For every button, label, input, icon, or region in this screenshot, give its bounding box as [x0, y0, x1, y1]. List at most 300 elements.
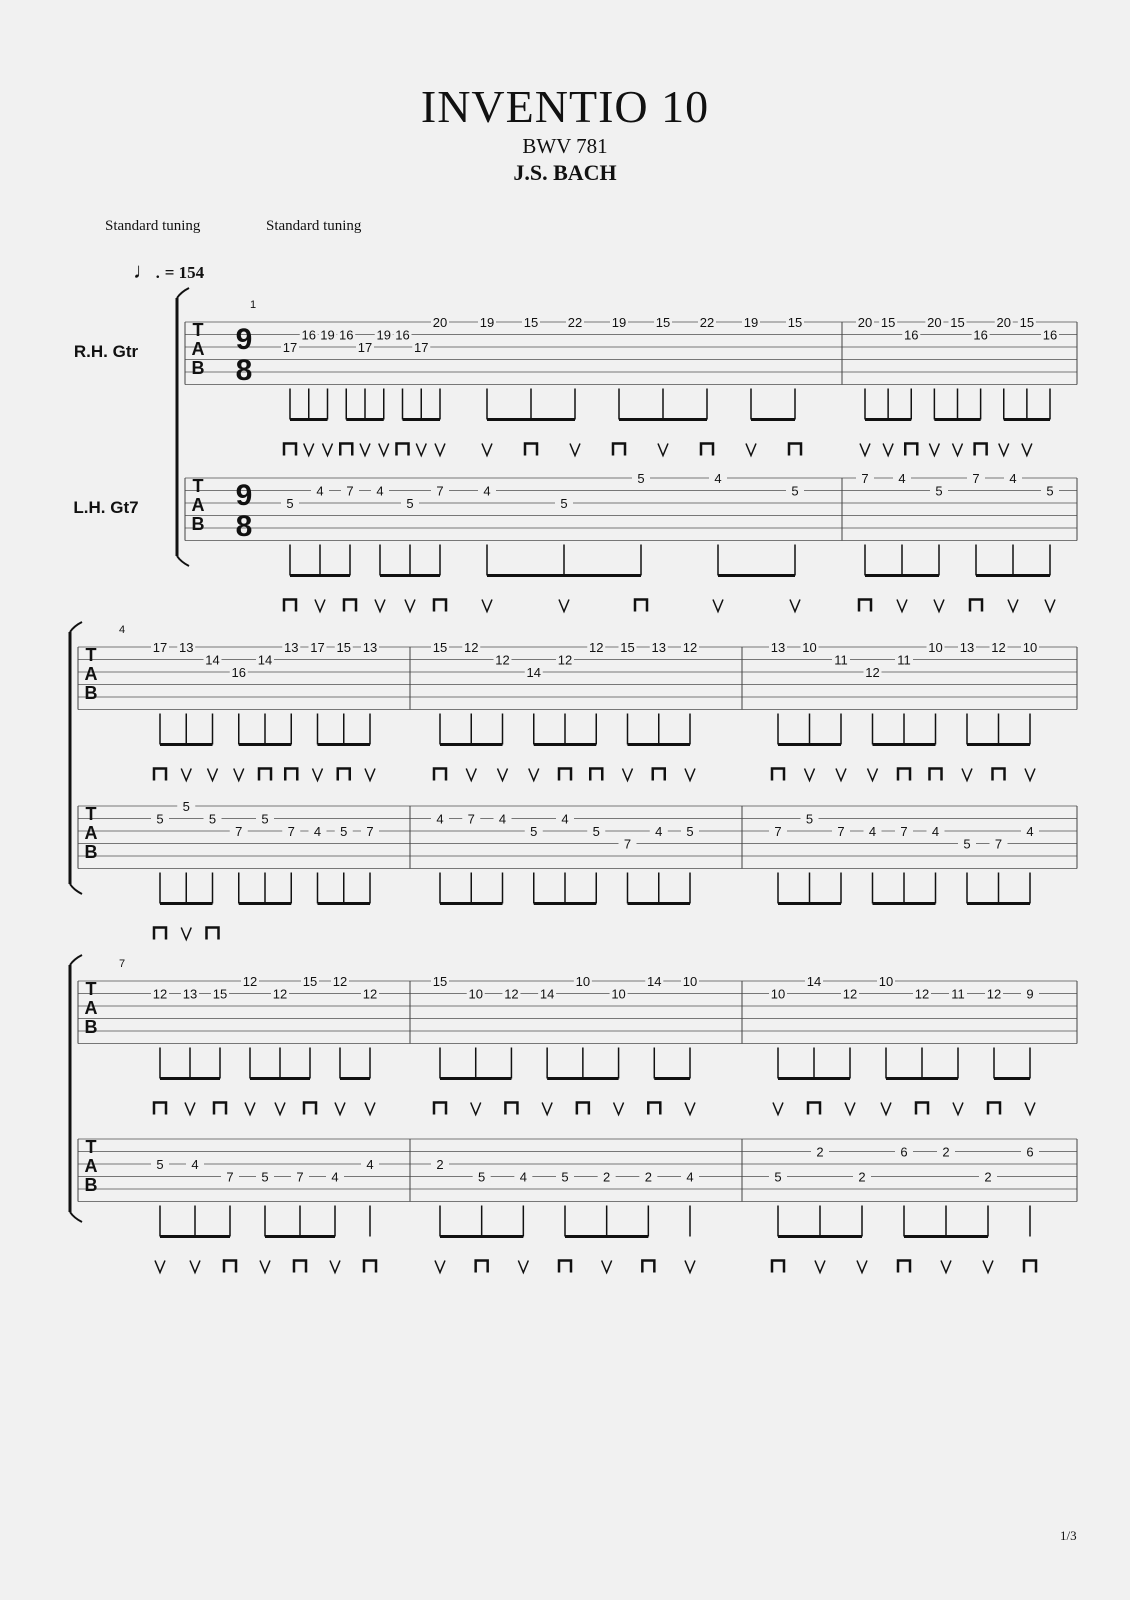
upstroke-icon	[304, 444, 314, 456]
fret-number: 15	[620, 640, 635, 655]
fret-number: 10	[611, 986, 626, 1002]
tab-clef-letter: A	[84, 664, 98, 684]
bracket-top-hook	[177, 288, 189, 298]
upstroke-icon	[529, 769, 539, 781]
time-signature-denominator: 8	[235, 354, 253, 387]
downstroke-icon	[224, 1261, 236, 1273]
downstroke-icon	[559, 769, 571, 781]
downstroke-icon	[207, 928, 219, 940]
fret-number: 4	[714, 471, 722, 486]
fret-number: 11	[834, 652, 848, 668]
fret-number: 4	[1009, 471, 1017, 486]
upstroke-icon	[330, 1261, 340, 1273]
downstroke-icon	[701, 444, 713, 456]
fret-number: 5	[261, 811, 269, 827]
fret-number: 5	[686, 824, 694, 839]
fret-number: 16	[1042, 327, 1058, 343]
fret-number: 7	[467, 811, 475, 827]
downstroke-icon	[613, 444, 625, 456]
fret-number: 12	[272, 986, 288, 1002]
upstroke-icon	[435, 444, 445, 456]
fret-number: 11	[951, 986, 965, 1002]
fret-number: 12	[842, 986, 858, 1002]
fret-number: 2	[942, 1144, 950, 1160]
fret-number: 9	[1026, 986, 1034, 1002]
fret-number: 10	[575, 974, 591, 989]
upstroke-icon	[658, 444, 668, 456]
upstroke-icon	[836, 769, 846, 781]
track-label: L.H. Gt7	[73, 498, 139, 517]
dotted-quarter-note-icon: ♩.	[133, 258, 161, 283]
tab-clef-letter: T	[85, 645, 97, 665]
fret-number: 4	[436, 811, 444, 827]
downstroke-icon	[772, 1261, 784, 1273]
measure-number: 7	[118, 958, 126, 970]
fret-number: 4	[376, 483, 384, 499]
fret-number: 5	[637, 471, 645, 486]
measure-number: 1	[249, 299, 257, 311]
fret-number: 4	[898, 471, 906, 486]
fret-number: 12	[332, 974, 348, 989]
fret-number: 20	[927, 315, 942, 330]
downstroke-icon	[898, 1261, 910, 1273]
fret-number: 15	[212, 986, 228, 1002]
upstroke-icon	[746, 444, 756, 456]
downstroke-icon	[635, 600, 647, 612]
upstroke-icon	[181, 769, 191, 781]
tab-clef-letter: A	[84, 1156, 98, 1176]
fret-number: 5	[774, 1169, 782, 1185]
fret-number: 4	[366, 1157, 374, 1172]
tab-clef-letter: B	[84, 683, 98, 703]
fret-number: 4	[191, 1157, 199, 1172]
bracket-top-hook	[70, 955, 82, 965]
fret-number: 4	[331, 1169, 339, 1185]
downstroke-icon	[154, 928, 166, 940]
upstroke-icon	[941, 1261, 951, 1273]
upstroke-icon	[962, 769, 972, 781]
fret-number: 12	[682, 640, 698, 655]
upstroke-icon	[375, 600, 385, 612]
fret-number: 13	[959, 640, 975, 655]
fret-number: 5	[340, 824, 348, 839]
time-signature-numerator: 9	[235, 323, 253, 356]
time-signature-numerator: 9	[235, 479, 253, 512]
time-signature-denominator: 8	[235, 510, 253, 543]
fret-number: 17	[357, 340, 373, 355]
fret-number: 10	[802, 640, 817, 655]
fret-number: 4	[316, 483, 324, 499]
fret-number: 12	[362, 986, 378, 1002]
fret-number: 17	[152, 640, 168, 655]
fret-number: 5	[286, 496, 294, 511]
upstroke-icon	[234, 769, 244, 781]
upstroke-icon	[379, 444, 389, 456]
upstroke-icon	[1025, 769, 1035, 781]
fret-number: 12	[914, 986, 930, 1002]
fret-number: 2	[816, 1144, 824, 1160]
fret-number: 7	[226, 1169, 234, 1185]
fret-number: 5	[935, 483, 943, 499]
upstroke-icon	[559, 600, 569, 612]
fret-number: 16	[339, 327, 354, 343]
fret-number: 5	[478, 1169, 486, 1185]
downstroke-icon	[284, 444, 296, 456]
downstroke-icon	[970, 600, 982, 612]
fret-number: 12	[589, 640, 604, 655]
composer-name: J.S. BACH	[513, 160, 617, 185]
upstroke-icon	[190, 1261, 200, 1273]
upstroke-icon	[868, 769, 878, 781]
upstroke-icon	[983, 1261, 993, 1273]
fret-number: 2	[644, 1169, 652, 1185]
fret-number: 14	[806, 974, 822, 989]
upstroke-icon	[155, 1261, 165, 1273]
upstroke-icon	[953, 444, 963, 456]
downstroke-icon	[559, 1261, 571, 1273]
upstroke-icon	[365, 769, 375, 781]
downstroke-icon	[154, 1103, 166, 1115]
fret-number: 13	[362, 640, 378, 655]
upstroke-icon	[773, 1103, 783, 1115]
fret-number: 4	[655, 824, 663, 839]
downstroke-icon	[916, 1103, 928, 1115]
fret-number: 13	[179, 640, 194, 655]
fret-number: 14	[205, 652, 220, 668]
downstroke-icon	[304, 1103, 316, 1115]
fret-number: 7	[623, 836, 632, 852]
fret-number: 16	[904, 327, 919, 343]
fret-number: 14	[647, 974, 662, 989]
fret-number: 7	[287, 824, 295, 839]
upstroke-icon	[897, 600, 907, 612]
downstroke-icon	[993, 769, 1005, 781]
upstroke-icon	[1008, 600, 1018, 612]
upstroke-icon	[542, 1103, 552, 1115]
fret-number: 19	[743, 315, 759, 330]
downstroke-icon	[577, 1103, 589, 1115]
fret-number: 5	[1046, 483, 1054, 499]
fret-number: 13	[182, 986, 198, 1002]
downstroke-icon	[772, 769, 784, 781]
fret-number: 4	[931, 824, 940, 839]
fret-number: 12	[865, 665, 880, 680]
upstroke-icon	[1045, 600, 1055, 612]
fret-number: 15	[655, 315, 671, 330]
fret-number: 2	[436, 1157, 444, 1172]
fret-number: 13	[284, 640, 299, 655]
fret-number: 4	[686, 1169, 694, 1185]
fret-number: 5	[592, 824, 600, 839]
fret-number: 5	[560, 496, 568, 511]
fret-number: 2	[858, 1169, 866, 1185]
fret-number: 12	[504, 986, 519, 1002]
fret-number: 7	[366, 824, 374, 839]
fret-number: 19	[320, 327, 335, 343]
fret-number: 12	[464, 640, 479, 655]
score-title: INVENTIO 10	[420, 81, 710, 132]
upstroke-icon	[929, 444, 939, 456]
upstroke-icon	[602, 1261, 612, 1273]
fret-number: 10	[1022, 640, 1038, 655]
tab-clef-letter: T	[85, 979, 97, 999]
upstroke-icon	[883, 444, 893, 456]
fret-number: 14	[526, 665, 541, 680]
bracket-bottom-hook	[70, 884, 82, 894]
fret-number: 4	[313, 824, 322, 839]
downstroke-icon	[259, 769, 271, 781]
fret-number: 7	[346, 483, 354, 499]
downstroke-icon	[525, 444, 537, 456]
upstroke-icon	[881, 1103, 891, 1115]
downstroke-icon	[434, 769, 446, 781]
downstroke-icon	[364, 1261, 376, 1273]
upstroke-icon	[360, 444, 370, 456]
fret-number: 6	[900, 1144, 908, 1160]
downstroke-icon	[476, 1261, 488, 1273]
tab-clef-letter: B	[84, 1017, 98, 1037]
fret-number: 4	[498, 811, 507, 827]
fret-number: 5	[530, 824, 538, 839]
downstroke-icon	[434, 1103, 446, 1115]
fret-number: 7	[296, 1169, 304, 1185]
downstroke-icon	[648, 1103, 660, 1115]
downstroke-icon	[154, 769, 166, 781]
fret-number: 4	[483, 483, 491, 499]
upstroke-icon	[315, 600, 325, 612]
tab-clef-letter: T	[192, 320, 204, 340]
upstroke-icon	[471, 1103, 481, 1115]
fret-number: 4	[561, 811, 569, 827]
upstroke-icon	[685, 1261, 695, 1273]
fret-number: 14	[539, 986, 555, 1002]
downstroke-icon	[285, 769, 297, 781]
fret-number: 5	[261, 1169, 269, 1185]
downstroke-icon	[338, 769, 350, 781]
fret-number: 10	[878, 974, 894, 989]
fret-number: 16	[231, 665, 246, 680]
fret-number: 15	[336, 640, 351, 655]
fret-number: 5	[805, 811, 814, 827]
upstroke-icon	[685, 1103, 695, 1115]
downstroke-icon	[859, 600, 871, 612]
fret-number: 15	[950, 315, 965, 330]
fret-number: 12	[986, 986, 1002, 1002]
tempo-value: = 154	[164, 263, 205, 282]
fret-number: 15	[523, 315, 539, 330]
upstroke-icon	[260, 1261, 270, 1273]
upstroke-icon	[518, 1261, 528, 1273]
downstroke-icon	[988, 1103, 1000, 1115]
fret-number: 14	[257, 652, 273, 668]
tuning-label-2: Standard tuning	[266, 218, 362, 234]
upstroke-icon	[1025, 1103, 1035, 1115]
tab-clef-letter: B	[84, 842, 98, 862]
fret-number: 5	[791, 483, 799, 499]
fret-number: 20	[432, 315, 448, 330]
fret-number: 7	[436, 483, 444, 499]
downstroke-icon	[930, 769, 942, 781]
tab-clef-letter: T	[85, 1137, 97, 1157]
upstroke-icon	[713, 600, 723, 612]
tuning-label-1: Standard tuning	[105, 218, 201, 234]
fret-number: 5	[963, 836, 971, 852]
upstroke-icon	[405, 600, 415, 612]
fret-number: 20	[857, 315, 873, 330]
upstroke-icon	[685, 769, 695, 781]
fret-number: 15	[432, 974, 448, 989]
downstroke-icon	[1024, 1261, 1036, 1273]
fret-number: 20	[996, 315, 1011, 330]
downstroke-icon	[434, 600, 446, 612]
fret-number: 7	[994, 836, 1003, 852]
fret-number: 16	[395, 327, 410, 343]
upstroke-icon	[999, 444, 1009, 456]
tab-clef-letter: T	[85, 804, 97, 824]
track-label: R.H. Gtr	[73, 342, 139, 361]
tab-clef-letter: A	[191, 495, 205, 515]
measure-number: 4	[118, 624, 126, 636]
fret-number: 19	[376, 327, 391, 343]
upstroke-icon	[790, 600, 800, 612]
fret-number: 5	[182, 799, 190, 814]
fret-number: 16	[301, 327, 316, 343]
fret-number: 2	[603, 1169, 611, 1185]
fret-number: 17	[414, 340, 429, 355]
fret-number: 15	[302, 974, 318, 989]
fret-number: 4	[519, 1169, 527, 1185]
fret-number: 10	[928, 640, 943, 655]
downstroke-icon	[653, 769, 665, 781]
fret-number: 12	[557, 652, 573, 668]
fret-number: 5	[406, 496, 414, 511]
upstroke-icon	[857, 1261, 867, 1273]
upstroke-icon	[860, 444, 870, 456]
tab-clef-letter: B	[84, 1175, 98, 1195]
fret-number: 12	[495, 652, 510, 668]
fret-number: 15	[787, 315, 803, 330]
upstroke-icon	[323, 444, 333, 456]
fret-number: 5	[561, 1169, 569, 1185]
tab-clef-letter: T	[192, 476, 204, 496]
tab-clef-letter: B	[191, 514, 205, 534]
downstroke-icon	[590, 769, 602, 781]
upstroke-icon	[845, 1103, 855, 1115]
downstroke-icon	[642, 1261, 654, 1273]
upstroke-icon	[185, 1103, 195, 1115]
fret-number: 16	[973, 327, 988, 343]
score-subtitle: BWV 781	[522, 134, 608, 158]
downstroke-icon	[905, 444, 917, 456]
fret-number: 10	[682, 974, 698, 989]
bracket-bottom-hook	[177, 556, 189, 566]
upstroke-icon	[416, 444, 426, 456]
fret-number: 15	[432, 640, 448, 655]
tab-clef-letter: A	[191, 339, 205, 359]
upstroke-icon	[466, 769, 476, 781]
fret-number: 5	[156, 811, 164, 827]
upstroke-icon	[245, 1103, 255, 1115]
fret-number: 15	[880, 315, 896, 330]
fret-number: 13	[770, 640, 786, 655]
fret-number: 22	[567, 315, 583, 330]
tab-clef-letter: A	[84, 823, 98, 843]
upstroke-icon	[815, 1261, 825, 1273]
fret-number: 13	[651, 640, 666, 655]
fret-number: 4	[868, 824, 877, 839]
upstroke-icon	[482, 600, 492, 612]
page-number: 1/3	[1060, 1528, 1077, 1543]
upstroke-icon	[805, 769, 815, 781]
fret-number: 7	[900, 824, 908, 839]
downstroke-icon	[284, 600, 296, 612]
fret-number: 7	[972, 471, 980, 486]
downstroke-icon	[789, 444, 801, 456]
fret-number: 11	[897, 652, 911, 668]
fret-number: 15	[1019, 315, 1035, 330]
downstroke-icon	[214, 1103, 226, 1115]
fret-number: 12	[991, 640, 1006, 655]
upstroke-icon	[435, 1261, 445, 1273]
upstroke-icon	[335, 1103, 345, 1115]
downstroke-icon	[898, 769, 910, 781]
fret-number: 22	[699, 315, 715, 330]
downstroke-icon	[505, 1103, 517, 1115]
upstroke-icon	[1022, 444, 1032, 456]
fret-number: 12	[152, 986, 168, 1002]
fret-number: 7	[774, 824, 782, 839]
downstroke-icon	[340, 444, 352, 456]
upstroke-icon	[934, 600, 944, 612]
downstroke-icon	[397, 444, 409, 456]
fret-number: 12	[242, 974, 258, 989]
fret-number: 19	[479, 315, 495, 330]
upstroke-icon	[498, 769, 508, 781]
fret-number: 7	[235, 824, 243, 839]
bracket-top-hook	[70, 622, 82, 632]
tab-clef-letter: B	[191, 358, 205, 378]
fret-number: 10	[770, 986, 786, 1002]
fret-number: 10	[468, 986, 483, 1002]
fret-number: 17	[282, 340, 298, 355]
upstroke-icon	[275, 1103, 285, 1115]
fret-number: 4	[1026, 824, 1034, 839]
upstroke-icon	[953, 1103, 963, 1115]
upstroke-icon	[614, 1103, 624, 1115]
upstroke-icon	[181, 928, 191, 940]
upstroke-icon	[313, 769, 323, 781]
downstroke-icon	[344, 600, 356, 612]
upstroke-icon	[365, 1103, 375, 1115]
fret-number: 2	[984, 1169, 992, 1185]
bracket-bottom-hook	[70, 1212, 82, 1222]
downstroke-icon	[294, 1261, 306, 1273]
downstroke-icon	[808, 1103, 820, 1115]
fret-number: 5	[208, 811, 217, 827]
fret-number: 5	[156, 1157, 164, 1172]
fret-number: 7	[837, 824, 845, 839]
upstroke-icon	[208, 769, 218, 781]
fret-number: 7	[861, 471, 869, 486]
upstroke-icon	[482, 444, 492, 456]
fret-number: 19	[611, 315, 627, 330]
fret-number: 17	[310, 640, 325, 655]
fret-number: 6	[1026, 1144, 1034, 1160]
upstroke-icon	[623, 769, 633, 781]
downstroke-icon	[975, 444, 987, 456]
upstroke-icon	[570, 444, 580, 456]
tab-clef-letter: A	[84, 998, 98, 1018]
